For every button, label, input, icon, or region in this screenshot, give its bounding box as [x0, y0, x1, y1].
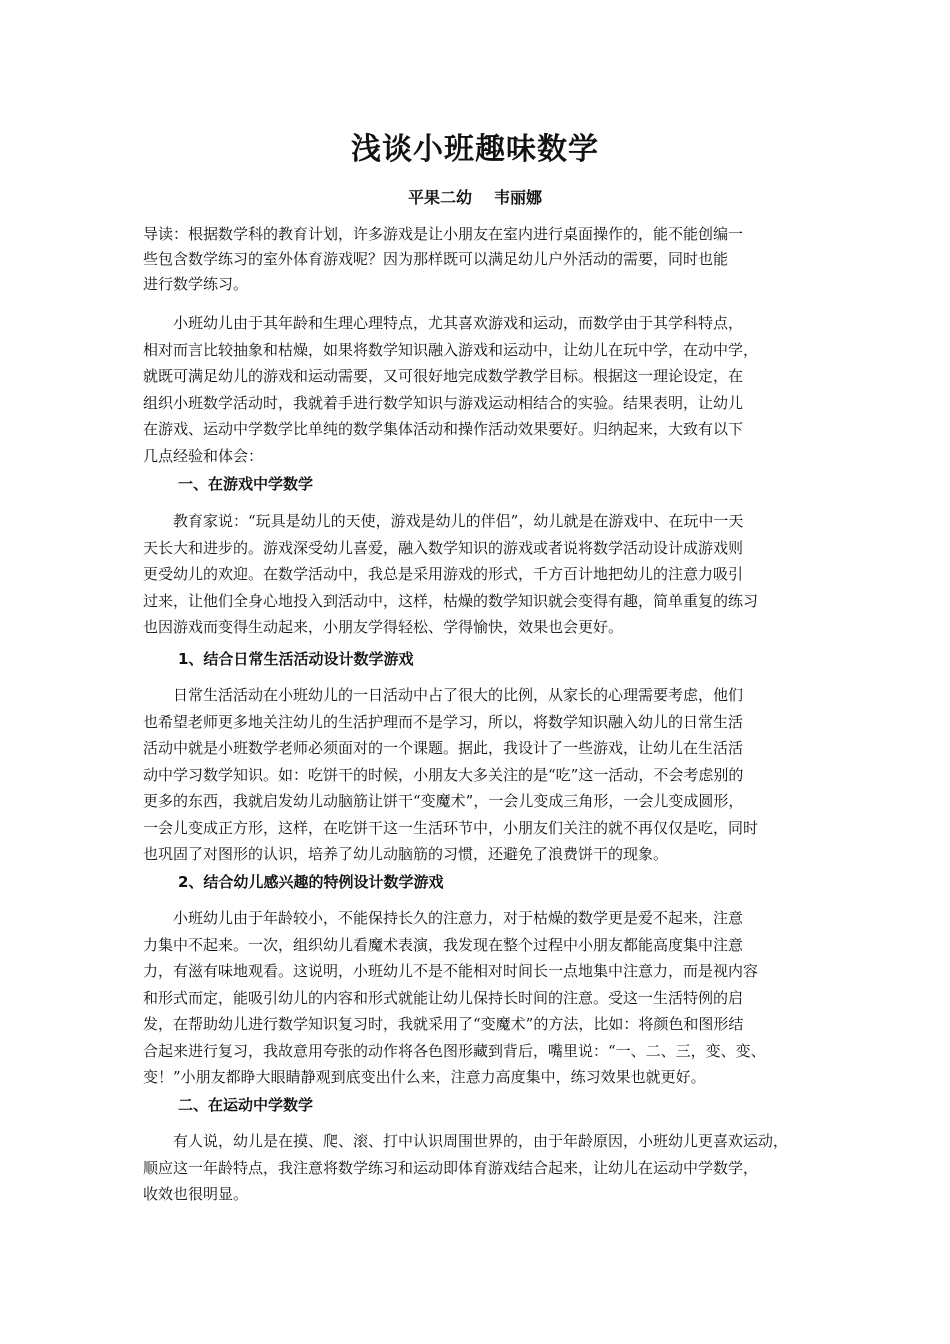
guide-line: 进行数学练习。 — [143, 275, 249, 293]
paragraph-line: 更多的东西，我就启发幼儿动脑筋让饼干“变魔术”，一会儿变成三角形，一会儿变成圆形， — [143, 792, 744, 810]
paragraph-line: 几点经验和体会： — [143, 446, 264, 465]
section-1-paragraph — [143, 508, 815, 641]
paragraph-line: 更受幼儿的欢迎。在数学活动中，我总是采用游戏的形式，千方百计地把幼儿的注意力吸引 — [143, 565, 744, 583]
paragraph-line: 一会儿变成正方形，这样，在吃饼干这一生活环节中，小朋友们关注的就不再仅仅是吃，同时 — [143, 818, 759, 837]
section-heading-1: 一、在游戏中学数学 — [178, 475, 314, 493]
paragraph-line: 活动中就是小班数学老师必须面对的一个课题。据此，我设计了一些游戏，让幼儿在生活活 — [143, 739, 744, 757]
paragraph-line: 小班幼儿由于其年龄和生理心理特点，尤其喜欢游戏和运动，而数学由于其学科特点， — [143, 314, 744, 332]
paragraph-line: 就既可满足幼儿的游戏和运动需要，又可很好地完成数学教学目标。根据这一理论设定，在 — [143, 367, 744, 385]
paragraph-line: 收效也很明显。 — [143, 1185, 249, 1203]
paragraph-line: 组织小班数学活动时，我就着手进行数学知识与游戏运动相结合的实验。结果表明，让幼儿 — [143, 393, 744, 412]
section-heading-2: 二、在运动中学数学 — [178, 1096, 314, 1114]
document-title: 浅谈小班趣味数学 — [351, 132, 599, 167]
paragraph-line: 也希望老师更多地关注幼儿的生活护理而不是学习，所以，将数学知识融入幼儿的日常生活 — [143, 712, 744, 731]
paragraph-line: 教育家说：“玩具是幼儿的天使，游戏是幼儿的伴侣”，幼儿就是在游戏中、在玩中一天 — [143, 512, 744, 530]
author-line — [0, 186, 950, 210]
paragraph-line: 过来，让他们全身心地投入到活动中，这样，枯燥的数学知识就会变得有趣，简单重复的练习 — [143, 591, 759, 610]
guide-line: 导读：根据数学科的教育计划，许多游戏是让小朋友在室内进行桌面操作的，能不能创编一 — [143, 225, 744, 243]
subsection-heading-1-2: 2、结合幼儿感兴趣的特例设计数学游戏 — [178, 873, 444, 891]
guide-paragraph — [143, 222, 818, 297]
subsection-1-1-paragraph — [143, 682, 815, 868]
subsection-1-2-paragraph — [143, 905, 815, 1091]
paragraph-line: 和形式而定，能吸引幼儿的内容和形式就能让幼儿保持长时间的注意。受这一生活特例的启 — [143, 988, 744, 1007]
paragraph-line: 也巩固了对图形的认识，培养了幼儿动脑筋的习惯，还避免了浪费饼干的现象。 — [143, 845, 669, 863]
paragraph-line: 也因游戏而变得生动起来，小朋友学得轻松、学得愉快，效果也会更好。 — [143, 618, 624, 636]
paragraph-line: 相对而言比较抽象和枯燥，如果将数学知识融入游戏和运动中，让幼儿在玩中学，在动中学， — [143, 340, 759, 359]
section-2-paragraph — [143, 1128, 815, 1208]
subsection-heading-1-1: 1、结合日常生活活动设计数学游戏 — [178, 650, 414, 668]
paragraph-line: 小班幼儿由于年龄较小，不能保持长久的注意力，对于枯燥的数学更是爱不起来，注意 — [143, 909, 744, 927]
paragraph-line: 力集中不起来。一次，组织幼儿看魔术表演，我发现在整个过程中小朋友都能高度集中注意 — [143, 935, 744, 954]
paragraph-line: 日常生活活动在小班幼儿的一日活动中占了很大的比例，从家长的心理需要考虑，他们 — [143, 686, 744, 704]
intro-paragraph — [143, 310, 815, 469]
paragraph-line: 动中学习数学知识。如：吃饼干的时候，小朋友大多关注的是“吃”这一活动，不会考虑别的 — [143, 765, 744, 784]
guide-line: 些包含数学练习的室外体育游戏呢？因为那样既可以满足幼儿户外活动的需要，同时也能 — [143, 250, 729, 268]
paragraph-line: 发，在帮助幼儿进行数学知识复习时，我就采用了“变魔术”的方法，比如：将颜色和图形结 — [143, 1015, 744, 1033]
author-name: 韦丽娜 — [494, 188, 543, 207]
paragraph-line: 合起来进行复习，我故意用夸张的动作将各色图形藏到背后，嘴里说：“一、二、三，变、变、 — [143, 1041, 766, 1060]
paragraph-line: 有人说，幼儿是在摸、爬、滚、打中认识周围世界的，由于年龄原因，小班幼儿更喜欢运动， — [143, 1132, 789, 1150]
paragraph-line: 顺应这一年龄特点，我注意将数学练习和运动即体育游戏结合起来，让幼儿在运动中学数学， — [143, 1158, 759, 1177]
author-organization: 平果二幼 — [407, 188, 472, 207]
paragraph-line: 变！”小朋友都睁大眼睛静观到底变出什么来，注意力高度集中，练习效果也就更好。 — [143, 1068, 706, 1086]
paragraph-line: 天长大和进步的。游戏深受幼儿喜爱，融入数学知识的游戏或者说将数学活动设计成游戏则 — [143, 538, 744, 557]
paragraph-line: 力，有滋有味地观看。这说明，小班幼儿不是不能相对时间长一点地集中注意力，而是视内容 — [143, 962, 759, 980]
paragraph-line: 在游戏、运动中学数学比单纯的数学集体活动和操作活动效果要好。归纳起来，大致有以下 — [143, 420, 744, 438]
